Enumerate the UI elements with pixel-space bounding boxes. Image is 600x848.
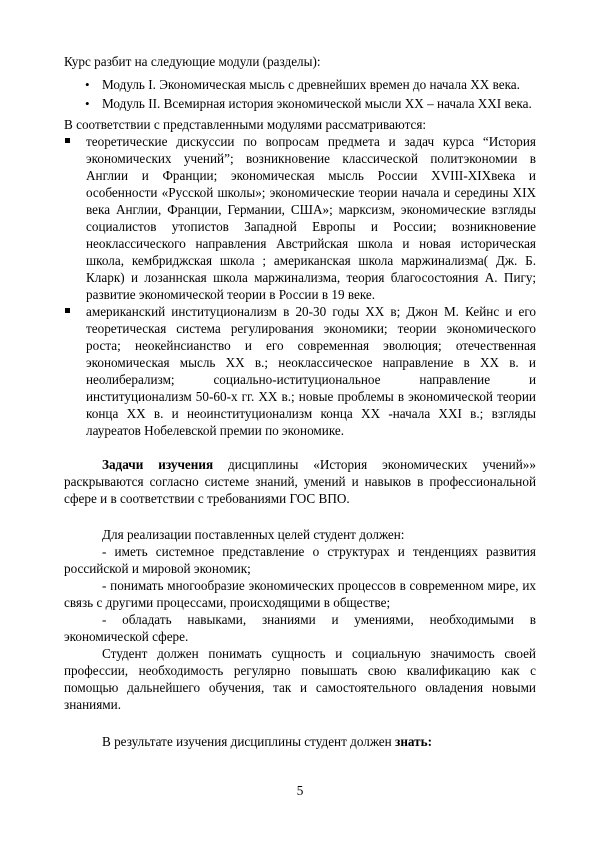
tasks-lead: Задачи изучения — [102, 457, 214, 472]
page-number: 5 — [296, 783, 304, 798]
tasks-text: дисциплины «История экономических учений»» раскрываются согласно системе знаний, умений и навыков в профессиональной сфере и в соответствии с требованиями ГОС ВПО. — [64, 457, 536, 506]
result-bold: знать: — [395, 734, 433, 749]
topic-text: теоретические дискуссии по вопросам предмета и задач курса “История экономических учений”; возникновение классической политэкономии в Англии и Франции; экономическая мысль России XVIII-XIXвека и особенности «Русской школы»; экономические теории начала и середины XIX века Англии, Франции, Германии, США»; марксизм, экономические взгляды социалистов утопистов Западной Европы и России; возникновение неоклассического направления Австрийская школа и новая историческая школа, кембриджская школа ; американская школа маржинализма( Дж. Б. Кларк) и лозаннская школа маржинализма, теория благосостояния А. Пигу; развитие экономической теории в России в 19 веке. — [86, 134, 536, 302]
square-bullet-icon — [65, 308, 70, 313]
result-text: В результате изучения дисциплины студент должен — [102, 734, 396, 749]
topics-intro: В соответствии с представленными модулями рассматриваются: — [64, 117, 427, 132]
intro-text: Курс разбит на следующие модули (разделы): — [64, 54, 321, 69]
topics-list — [64, 133, 536, 439]
goals-closing: Студент должен понимать сущность и социальную значимость своей профессии, необходимость регулярно повышать свою квалификацию как с помощью дальнейшего обучения, так и самостоятельного овладения новыми знаниями. — [64, 646, 536, 712]
square-bullet-icon — [65, 138, 70, 143]
topic-item — [64, 303, 536, 439]
page-content — [64, 53, 536, 750]
goals-lead: Для реализации поставленных целей студент должен: — [102, 527, 405, 542]
module-text: Модуль I. Экономическая мысль с древнейших времен до начала XX века. — [102, 77, 520, 92]
topic-text: американский институционализм в 20-30 годы XX в; Джон М. Кейнс и его теоретическая система регулирования экономики; теории экономического роста; неокейнсианство и его современная эволюция; отечественная экономическая мысль XX в.; неоклассическое направление в XX в. и неолиберализм; социально-иституциональное направление и институционализм 50-60-х гг. XX в.; новые проблемы в экономической теории конца XX в. и неоинституционализм конца XX -начала XXI в.; взгляды лауреатов Нобелевской премии по экономике. — [86, 304, 536, 438]
topic-item — [64, 133, 536, 303]
tasks-paragraph — [64, 456, 536, 507]
goal-item: - иметь системное представление о структурах и тенденциях развития российской и мировой экономик; — [64, 544, 536, 576]
module-item — [64, 76, 536, 93]
goal-item: - понимать многообразие экономических процессов в современном мире, их связь с другими процессами, происходящими в обществе; — [64, 578, 536, 610]
bullet-icon: • — [85, 77, 90, 92]
module-text: Модуль II. Всемирная история экономической мысли XX – начала XXI века. — [102, 96, 532, 111]
module-item — [64, 95, 536, 112]
modules-list — [64, 76, 536, 112]
result-paragraph — [64, 733, 536, 750]
bullet-icon: • — [85, 96, 90, 111]
goal-item: - обладать навыками, знаниями и умениями, необходимыми в экономической сфере. — [64, 612, 536, 644]
